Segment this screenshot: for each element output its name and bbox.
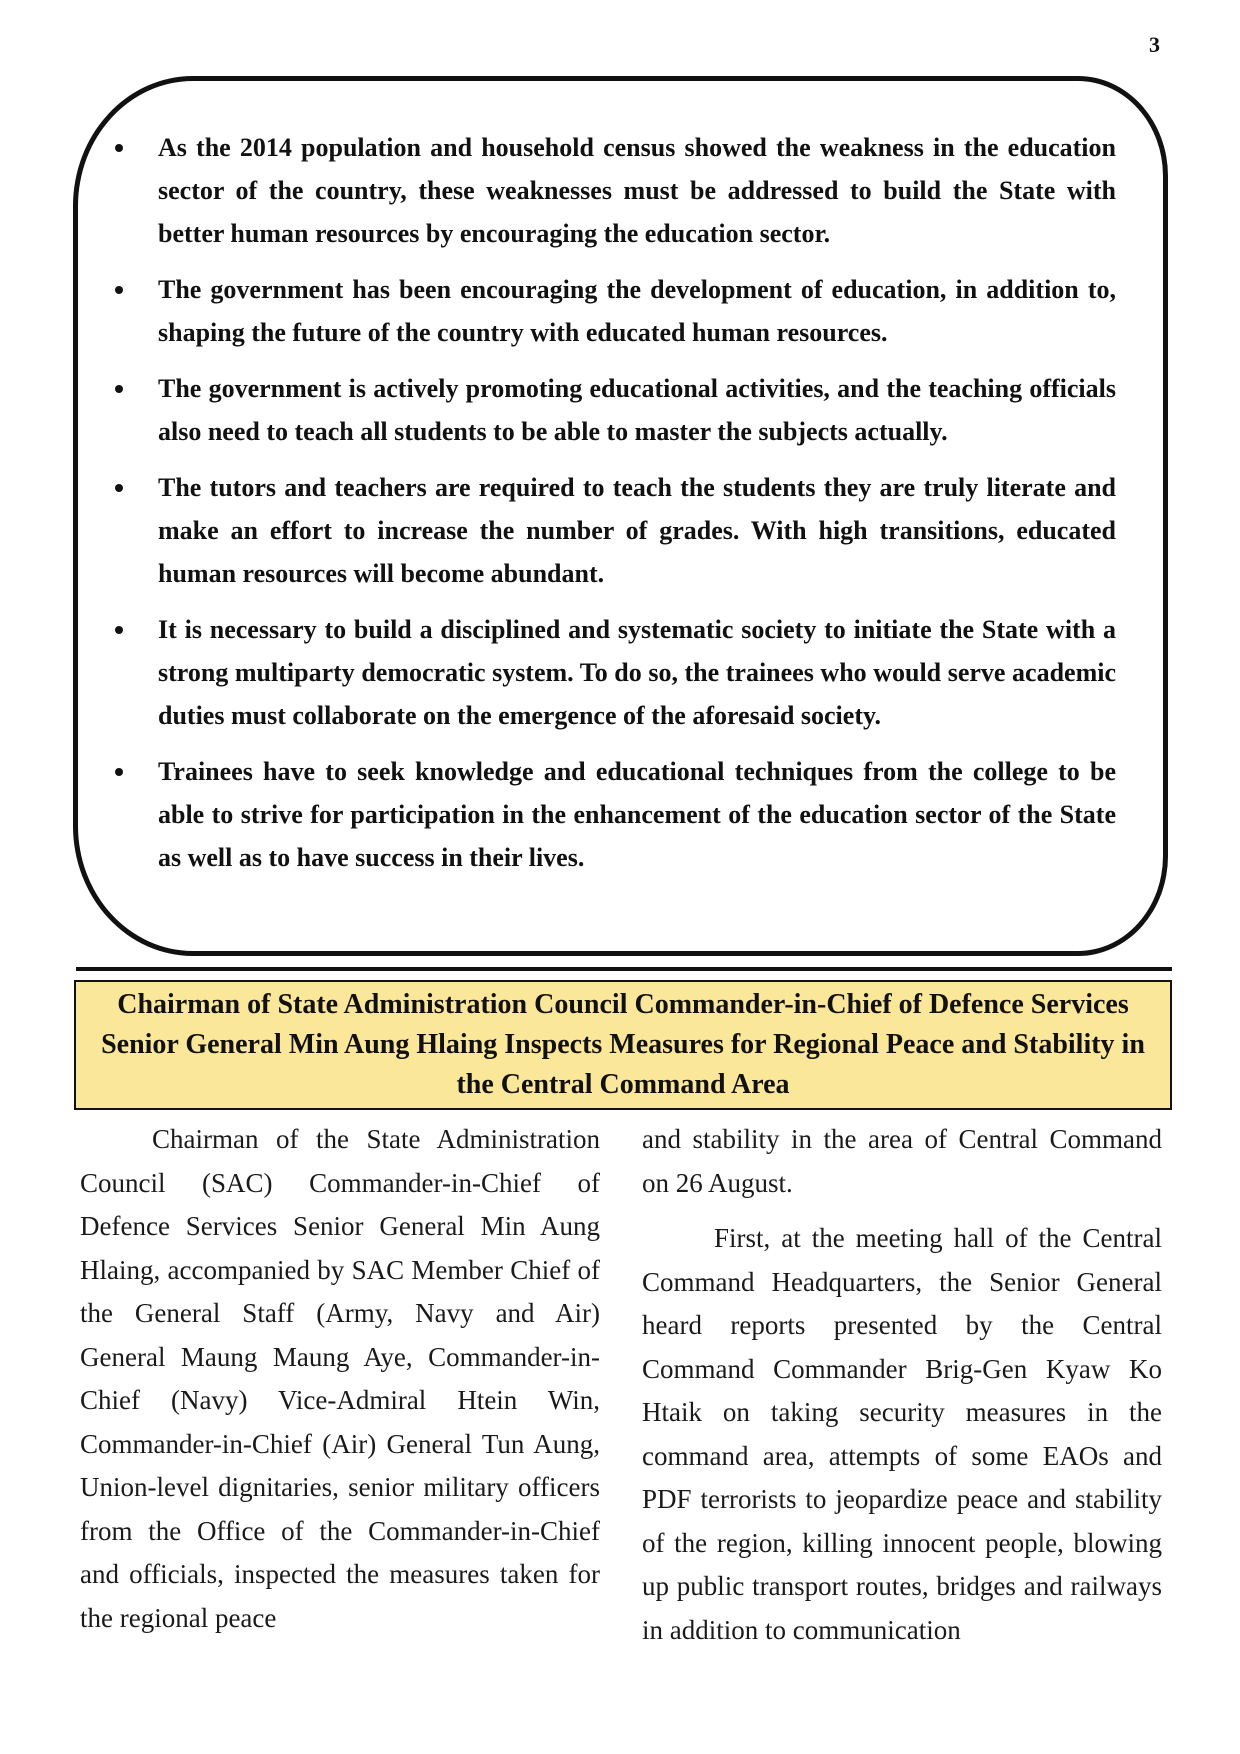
bullet-item <box>108 750 1116 879</box>
article-headline: Chairman of State Administration Council Commander-in-Chief of Defence Services Senior General Min Aung Hlaing Inspects Measures for Regional Peace and Stability in the Central Command Area <box>101 989 1145 1100</box>
article-paragraph: Chairman of the State Administration Council (SAC) Commander-in-Chief of Defence Services Senior General Min Aung Hlaing, accompanied by SAC Member Chief of the General Staff (Army, Navy and Air) General Maung Maung Aye, Commander-in-Chief (Navy) Vice-Admiral Htein Win, Commander-in-Chief (Air) General Tun Aung, Union-level dignitaries, senior military officers from the Office of the Commander-in-Chief and officials, inspected the measures taken for the regional peace <box>80 1124 600 1633</box>
article-body <box>80 1118 1162 1664</box>
article-left-column <box>80 1118 600 1664</box>
article-right-column <box>642 1118 1162 1664</box>
bullet-dot-icon <box>115 768 123 776</box>
bullet-dot-icon <box>115 144 123 152</box>
bullet-list <box>108 126 1116 879</box>
bullet-item <box>108 367 1116 453</box>
article-paragraph: and stability in the area of Central Command on 26 August. <box>642 1124 1162 1198</box>
bullet-dot-icon <box>115 385 123 393</box>
bullet-dot-icon <box>115 484 123 492</box>
bullet-text: As the 2014 population and household census showed the weakness in the education sector of the country, these weaknesses must be addressed to build the State with better human resources by encouraging the education sector. <box>158 133 1116 248</box>
bullet-item <box>108 126 1116 255</box>
bullet-text: The government is actively promoting educational activities, and the teaching officials also need to teach all students to be able to master the subjects actually. <box>158 374 1116 446</box>
article-paragraph: First, at the meeting hall of the Central Command Headquarters, the Senior General heard reports presented by the Central Command Commander Brig-Gen Kyaw Ko Htaik on taking security measures in the command area, attempts of some EAOs and PDF terrorists to jeopardize peace and stability of the region, killing innocent people, blowing up public transport routes, bridges and railways in addition to communication <box>642 1223 1162 1645</box>
page-number: 3 <box>1149 32 1160 57</box>
bullet-item <box>108 608 1116 737</box>
summary-bullet-box <box>73 76 1168 956</box>
bullet-dot-icon <box>115 626 123 634</box>
section-divider <box>76 967 1172 971</box>
bullet-text: It is necessary to build a disciplined and systematic society to initiate the State with a strong multiparty democratic system. To do so, the trainees who would serve academic duties must collaborate on the emergence of the aforesaid society. <box>158 615 1116 730</box>
bullet-text: The government has been encouraging the development of education, in addition to, shaping the future of the country with educated human resources. <box>158 275 1116 347</box>
article-headline-box <box>74 980 1172 1110</box>
bullet-item <box>108 466 1116 595</box>
bullet-item <box>108 268 1116 354</box>
bullet-text: The tutors and teachers are required to teach the students they are truly literate and make an effort to increase the number of grades. With high transitions, educated human resources will become abundant. <box>158 473 1116 588</box>
bullet-text: Trainees have to seek knowledge and educational techniques from the college to be able to strive for participation in the enhancement of the education sector of the State as well as to have success in their lives. <box>158 757 1116 872</box>
bullet-dot-icon <box>115 286 123 294</box>
